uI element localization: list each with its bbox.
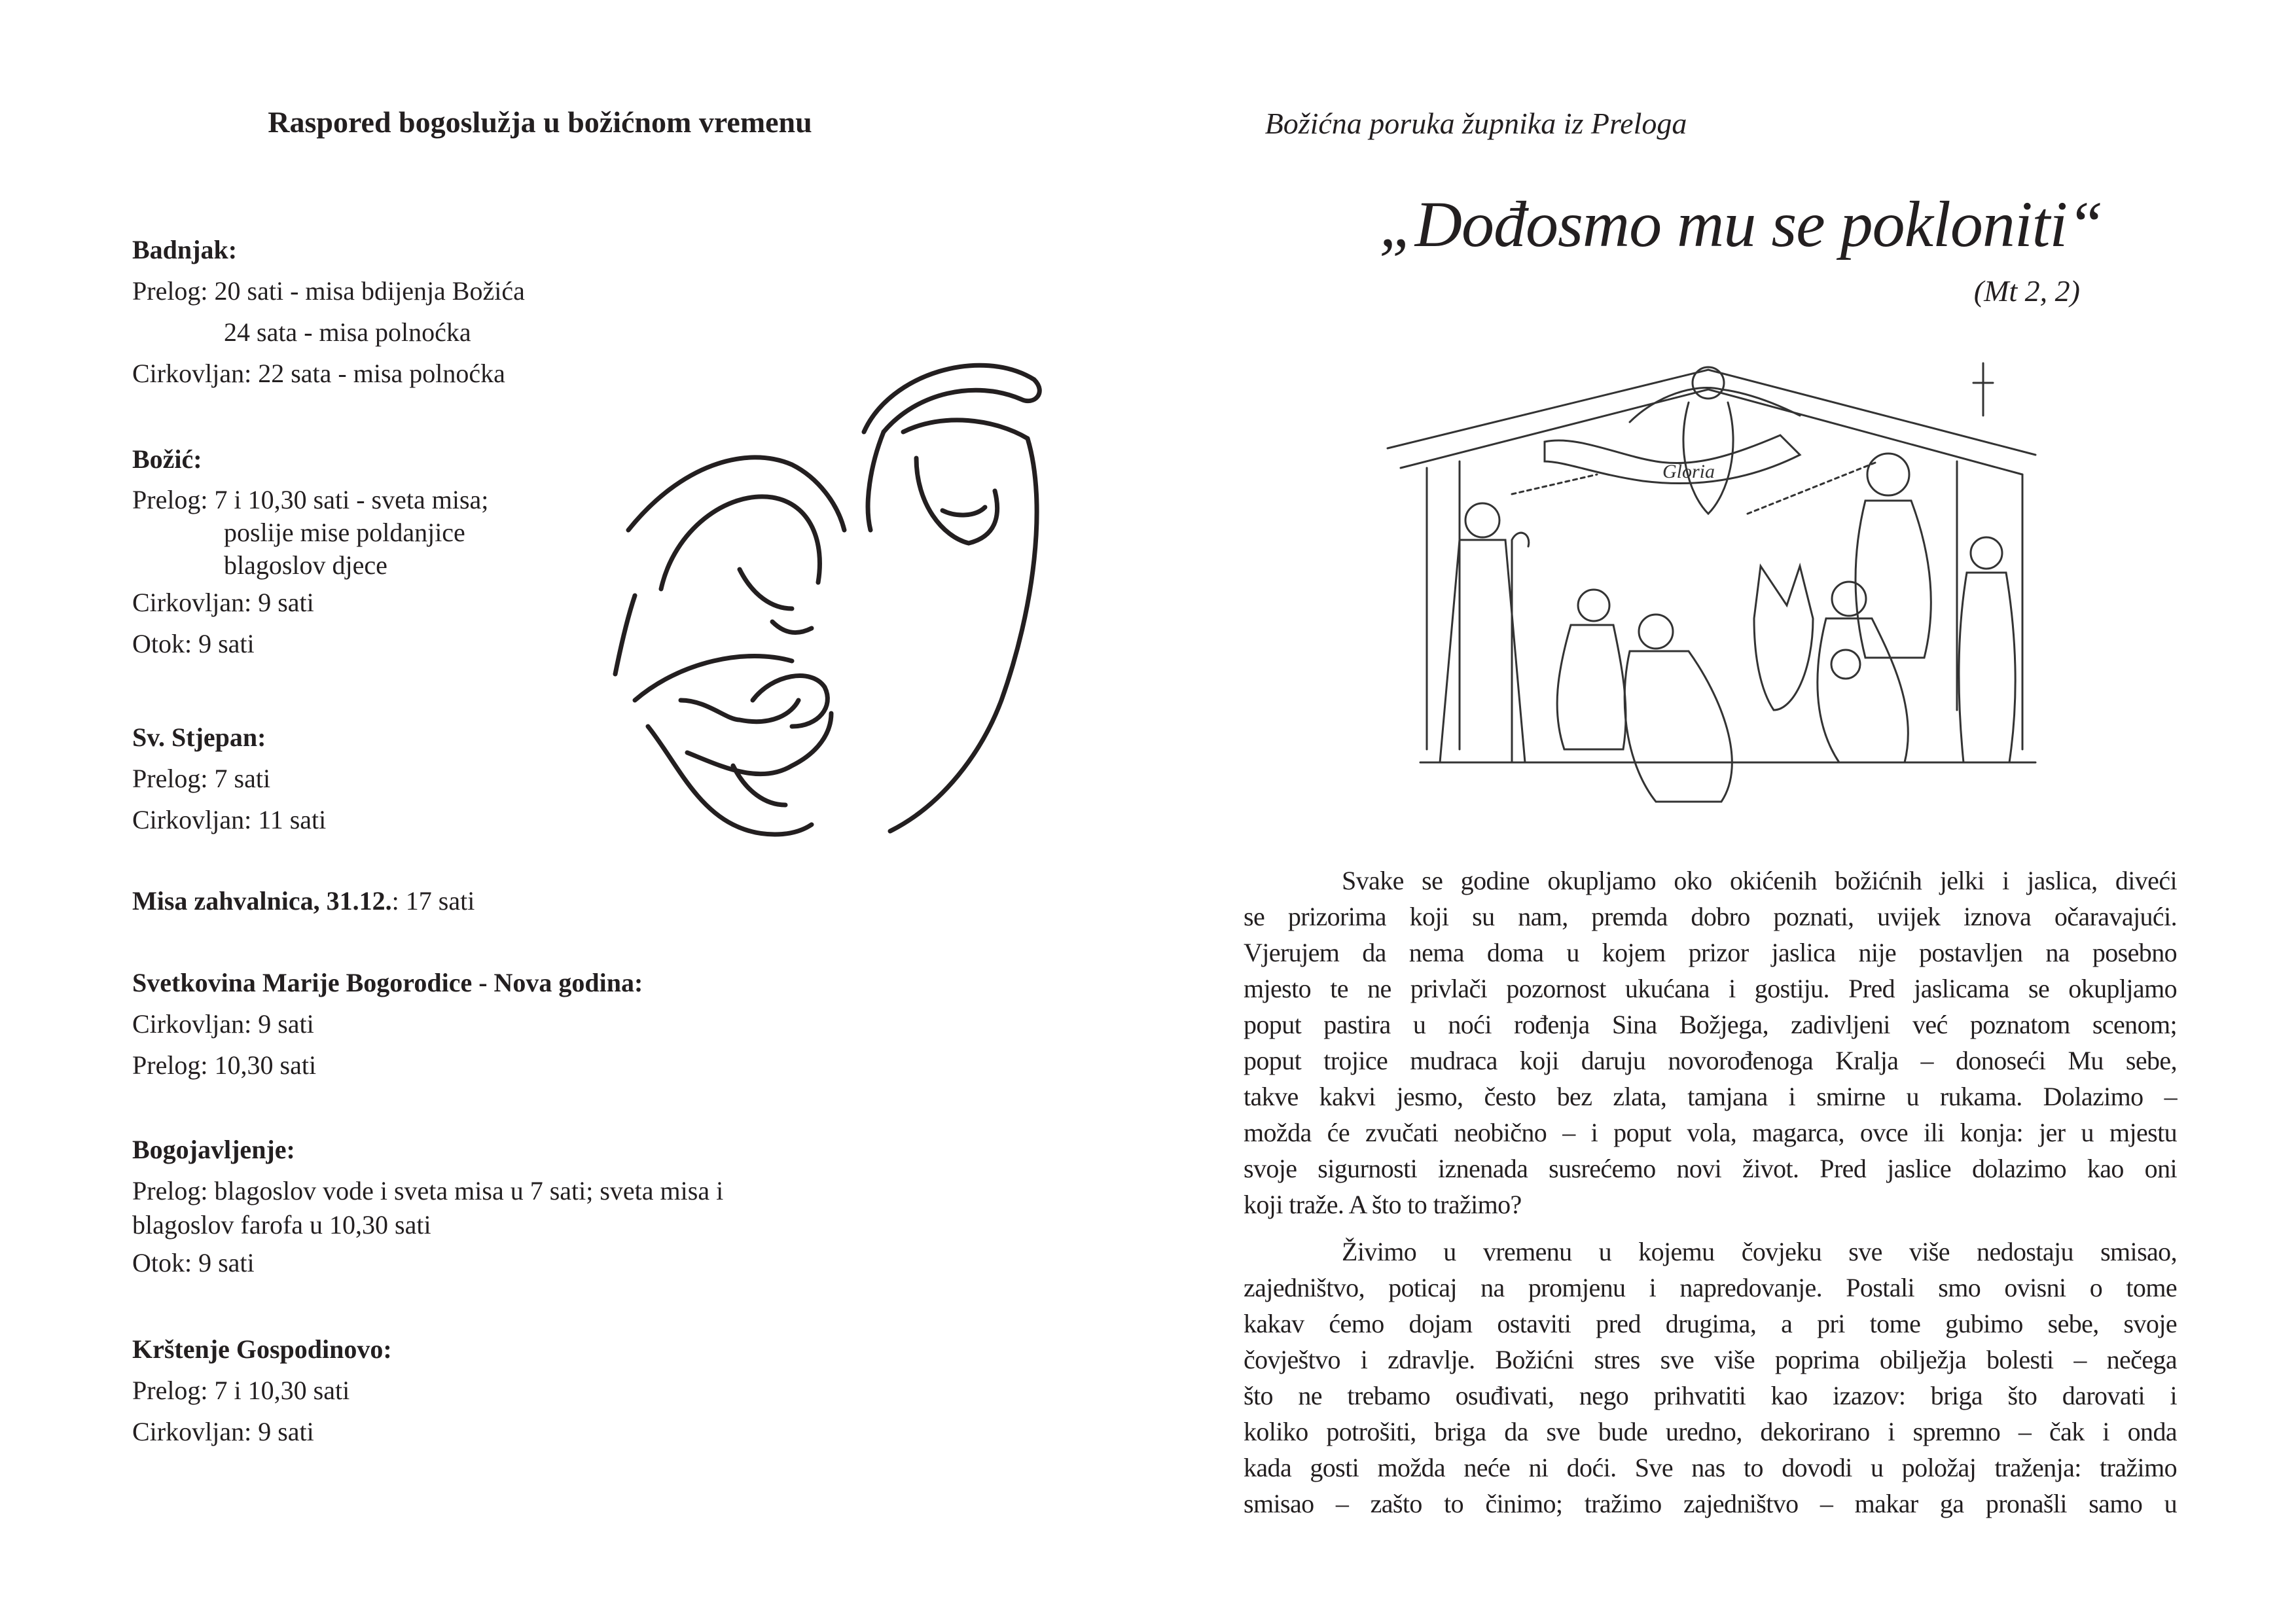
section-heading: Svetkovina Marije Bogorodice - Nova godina:	[132, 968, 643, 997]
section-heading: Sv. Stjepan:	[132, 722, 266, 752]
paragraph-line: kada gosti možda neće ni doći. Sve nas to dovodi u položaj traženja: tražimo	[1244, 1453, 2177, 1482]
schedule-line: Cirkovljan: 22 sata - misa polnoćka	[132, 359, 505, 388]
schedule-line: Prelog: 10,30 sati	[132, 1050, 317, 1080]
schedule-line: poslije mise poldanjice	[224, 518, 465, 547]
paragraph-line: mjesto te ne privlači pozornost ukućana i gostiju. Pred jaslicama se okupljamo	[1244, 974, 2177, 1003]
schedule-line: Cirkovljan: 11 sati	[132, 805, 327, 834]
paragraph-line: zajedništvo, poticaj na promjenu i napredovanje. Postali smo ovisni o tome	[1244, 1273, 2177, 1302]
schedule-line: Prelog: blagoslov vode i sveta misa u 7 sati; sveta misa i	[132, 1176, 724, 1205]
paragraph-line: se prizorima koji su nam, premda dobro poznati, uvijek iznova očaravajući.	[1244, 902, 2177, 931]
schedule-line: Prelog: 7 i 10,30 sati	[132, 1376, 350, 1405]
section-sv-stjepan	[132, 717, 326, 840]
schedule-line: Cirkovljan: 9 sati	[132, 1009, 314, 1039]
schedule-line: Otok: 9 sati	[132, 1248, 255, 1277]
schedule-line: blagoslov farofa u 10,30 sati	[132, 1210, 431, 1240]
paragraph-line: takve kakvi jesmo, često bez zlata, tamjana i smirne u rukama. Dolazimo –	[1244, 1082, 2177, 1111]
paragraph-line: možda će zvučati neobično – i poput vola, magarca, ovce ili konja: jer u mjestu	[1244, 1118, 2177, 1147]
section-heading: Bogojavljenje:	[132, 1135, 295, 1164]
section-badnjak	[132, 229, 525, 394]
message-paragraph-2	[1244, 1234, 2177, 1522]
paragraph-line: svoje sigurnosti iznenada susrećemo novi život. Pred jaslice dolazimo kao oni	[1244, 1154, 2177, 1183]
schedule-line: Cirkovljan: 9 sati	[132, 588, 314, 617]
bible-reference: (Mt 2, 2)	[1973, 274, 2080, 308]
message-title: „Dođosmo mu se pokloniti“	[1379, 188, 2103, 260]
section-heading: Badnjak:	[132, 235, 238, 264]
paragraph-line: koji traže. A što to tražimo?	[1244, 1190, 1522, 1219]
paragraph-line: Vjerujem da nema doma u kojem prizor jaslica nije postavljen na posebno	[1244, 938, 2177, 967]
paragraph-line: smisao – zašto to činimo; tražimo zajedništvo – makar ga pronašli samo u	[1244, 1489, 2177, 1518]
schedule-line: blagoslov djece	[224, 550, 387, 580]
paragraph-line: Svake se godine okupljamo oko okićenih božićnih jelki i jaslica, diveći	[1342, 866, 2177, 895]
section-krstenje	[132, 1329, 392, 1452]
paragraph-line: čovještvo i zdravlje. Božićni stres sve više poprima obilježja bolesti – nečega	[1244, 1345, 2177, 1374]
schedule-line: Prelog: 20 sati - misa bdijenja Božića	[132, 276, 525, 306]
nativity-illustration	[1381, 344, 2055, 821]
section-bogojavljenje	[132, 1129, 723, 1283]
schedule-line: Cirkovljan: 9 sati	[132, 1417, 314, 1446]
schedule-line: Prelog: 7 sati	[132, 764, 271, 793]
schedule-line: : 17 sati	[391, 886, 475, 916]
holy-family-illustration	[576, 334, 1054, 857]
paragraph-line: što ne trebamo osuđivati, nego prihvatiti kao izazov: briga što darovati i	[1244, 1381, 2177, 1410]
paragraph-line: poput pastira u noći rođenja Sina Božjega, zadivljeni već poznatom scenom;	[1244, 1010, 2177, 1039]
schedule-line: Otok: 9 sati	[132, 629, 255, 658]
paragraph-line: poput trojice mudraca koji daruju novorođenoga Kralja – donoseći Mu sebe,	[1244, 1046, 2177, 1075]
paragraph-line: koliko potrošiti, briga da sve bude uredno, dekorirano i spremno – čak i onda	[1244, 1417, 2177, 1446]
gloria-banner-text: Gloria	[1662, 461, 1715, 482]
section-misa-zahvalnica	[132, 880, 475, 921]
section-heading: Krštenje Gospodinovo:	[132, 1334, 392, 1364]
section-heading: Božić:	[132, 444, 202, 474]
section-heading: Misa zahvalnica, 31.12.	[132, 886, 392, 916]
schedule-line: 24 sata - misa polnoćka	[224, 317, 471, 347]
paragraph-line: kakav ćemo dojam ostaviti pred drugima, a pri tome gubimo sebe, svoje	[1244, 1309, 2177, 1338]
message-paragraph-1	[1244, 863, 2177, 1222]
message-header: Božićna poruka župnika iz Preloga	[1265, 107, 1687, 140]
paragraph-line: Živimo u vremenu u kojemu čovjeku sve više nedostaju smisao,	[1342, 1237, 2177, 1266]
section-nova-godina	[132, 962, 643, 1086]
schedule-title: Raspored bogoslužja u božićnom vremenu	[268, 105, 812, 139]
section-bozic	[132, 438, 488, 664]
schedule-line: Prelog: 7 i 10,30 sati - sveta misa;	[132, 485, 489, 514]
